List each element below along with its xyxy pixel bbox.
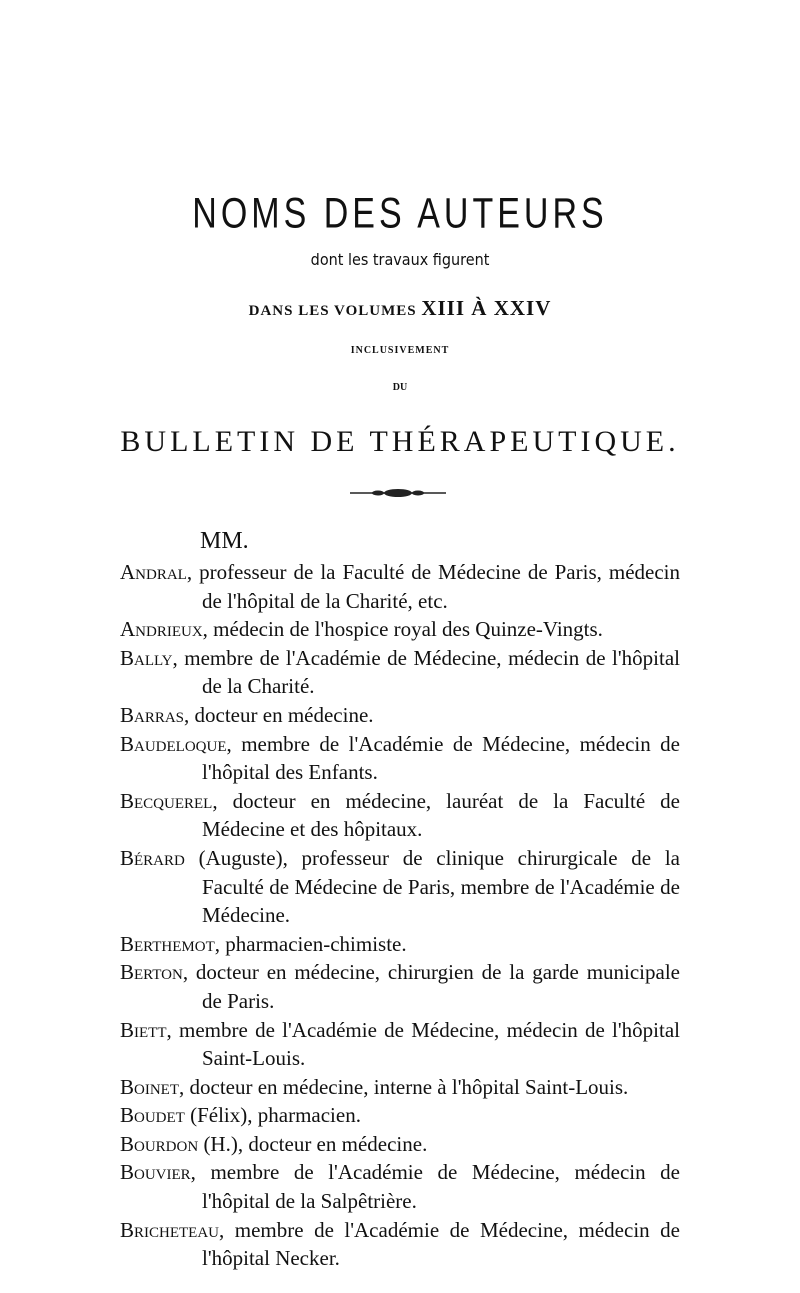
author-name: Berton (120, 960, 183, 985)
author-name: Andrieux (120, 617, 203, 642)
author-entry (120, 958, 680, 1015)
author-entry (120, 844, 680, 930)
author-description: , docteur en médecine, interne à l'hôpital Saint-Louis. (179, 1074, 629, 1099)
author-entry (120, 644, 680, 701)
author-name: Bally (120, 645, 173, 670)
author-entry (120, 787, 680, 844)
author-entry (120, 558, 680, 615)
author-description: , membre de l'Académie de Médecine, médecin de l'hôpital Necker. (202, 1217, 680, 1271)
author-description: , docteur en médecine, lauréat de la Faculté de Médecine et des hôpitaux. (202, 788, 680, 842)
author-description: , docteur en médecine, chirurgien de la garde municipale de Paris. (182, 960, 680, 1013)
subtitle-volumes (0, 296, 800, 321)
ornament-rule (346, 486, 450, 500)
author-name: Boudet (120, 1103, 185, 1128)
subtitle-volumes-range: XIII À XXIV (421, 296, 552, 320)
author-entry (120, 701, 680, 730)
author-description: , membre de l'Académie de Médecine, médecin de l'hôpital de la Charité. (172, 645, 680, 699)
author-entry (120, 1101, 680, 1130)
author-name: Biett (120, 1017, 167, 1042)
author-description: , pharmacien-chimiste. (214, 931, 407, 956)
author-description: , membre de l'Académie de Médecine, médecin de l'hôpital de la Salpêtrière. (190, 1160, 680, 1214)
bulletin-title: BULLETIN DE THÉRAPEUTIQUE. (120, 425, 680, 458)
author-name: Boinet (120, 1074, 179, 1099)
subtitle-dont-les-travaux: dont les travaux figurent (310, 250, 490, 269)
author-entry (120, 1216, 680, 1273)
author-name: Bricheteau (120, 1217, 219, 1242)
author-name: Bourdon (120, 1131, 199, 1156)
author-entry (120, 615, 680, 644)
author-description: , médecin de l'hospice royal des Quinze-Vingts. (202, 617, 603, 642)
author-entry (120, 730, 680, 787)
author-entry (120, 1130, 680, 1159)
author-description: , membre de l'Académie de Médecine, médecin de l'hôpital Saint-Louis. (166, 1017, 680, 1071)
page-title: NOMS DES AUTEURS (192, 190, 608, 238)
author-entry (120, 930, 680, 959)
subtitle-inclusivement: INCLUSIVEMENT (350, 345, 450, 356)
author-description: , docteur en médecine. (184, 702, 374, 727)
author-name: Berthemot (120, 931, 215, 956)
author-name: Baudeloque (120, 731, 227, 756)
author-list (120, 558, 680, 1273)
author-description: , membre de l'Académie de Médecine, médecin de l'hôpital des Enfants. (202, 731, 680, 785)
author-entry (120, 1016, 680, 1073)
author-description: (H.), docteur en médecine. (198, 1131, 428, 1156)
author-entry (120, 1158, 680, 1215)
author-name: Becquerel (120, 788, 213, 813)
author-description: (Auguste), professeur de clinique chirurgicale de la Faculté de Médecine de Paris, membre de l'Académie de Médecine. (184, 845, 680, 928)
author-name: Andral (120, 560, 187, 584)
subtitle-volumes-prefix: DANS LES VOLUMES (248, 303, 422, 319)
author-entry (120, 1073, 680, 1102)
author-description: (Félix), pharmacien. (184, 1103, 361, 1128)
author-name: Bouvier (120, 1160, 191, 1185)
subtitle-du: DU (392, 382, 408, 393)
author-name: Barras (120, 702, 185, 727)
author-description: , professeur de la Faculté de Médecine de Paris, médecin de l'hôpital de la Charité, etc. (186, 560, 680, 613)
author-name: Bérard (120, 845, 185, 870)
salutation: MM. (200, 528, 249, 554)
